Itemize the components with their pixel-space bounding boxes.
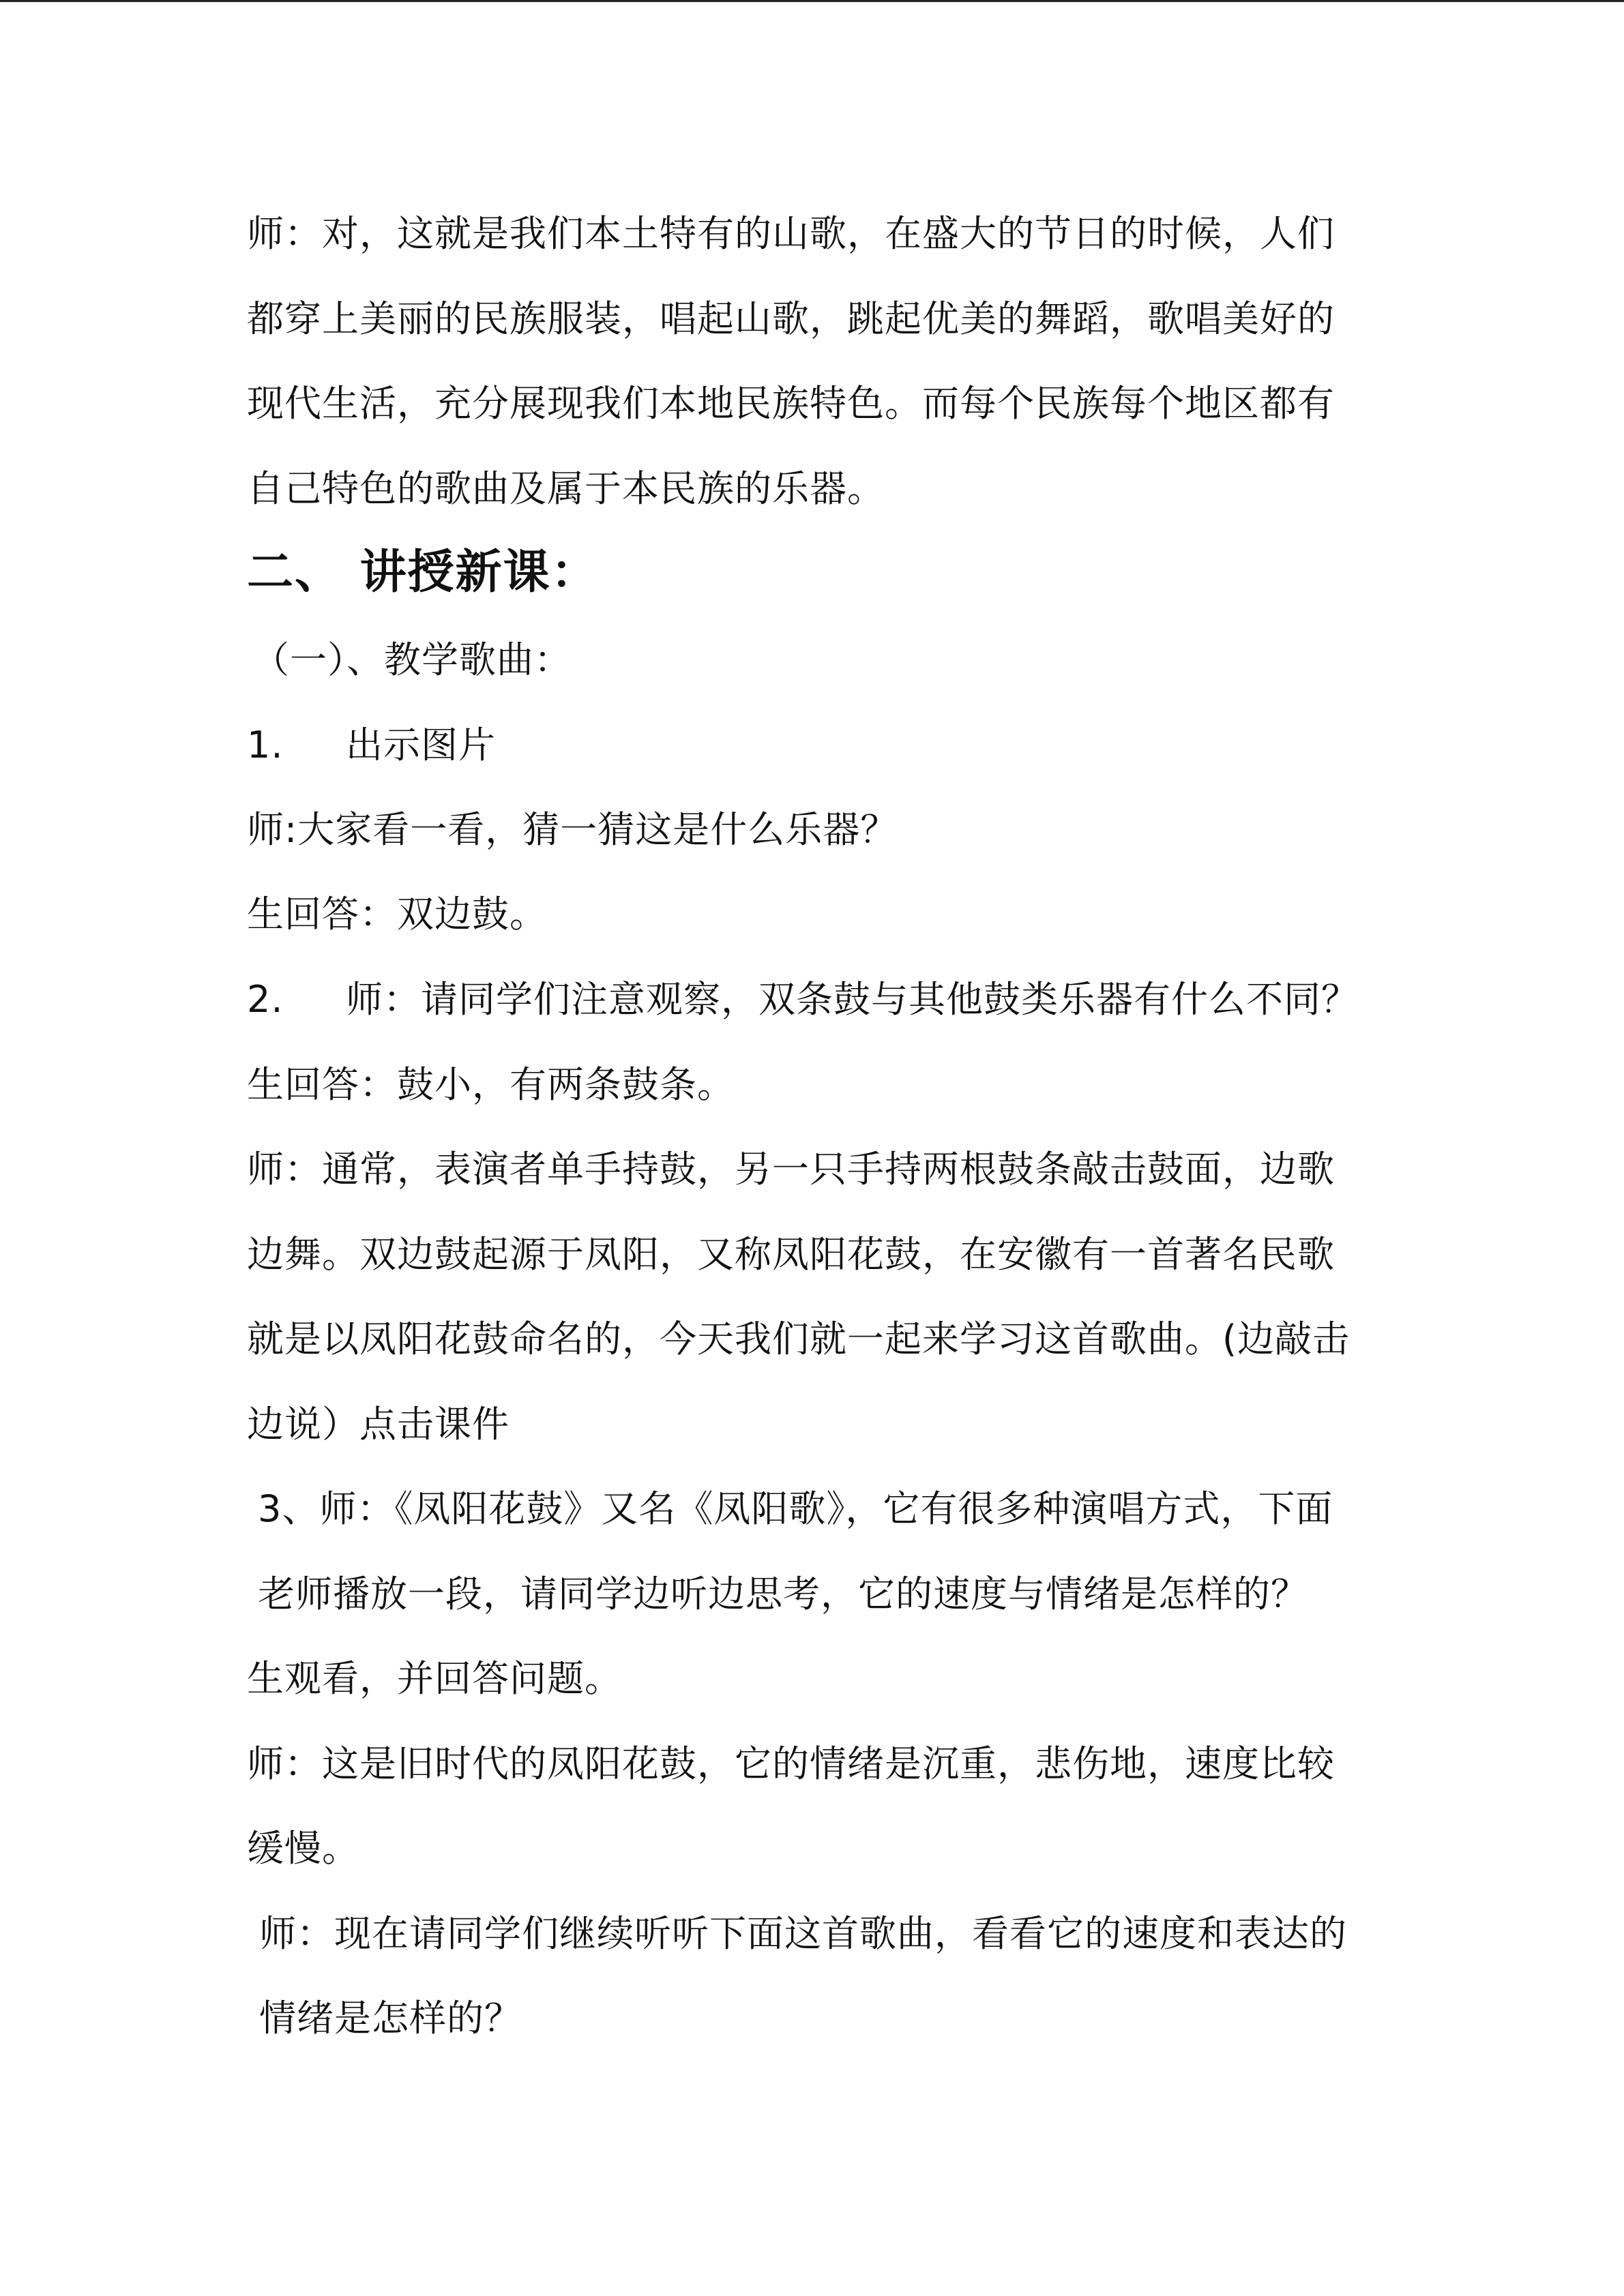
paragraph-1-line-4: 自己特色的歌曲及属于本民族的乐器。 <box>247 467 885 510</box>
list-number: 2. <box>247 978 284 1021</box>
paragraph-2-line-3: 就是以凤阳花鼓命名的，今天我们就一起来学习这首歌曲。(边敲击 <box>247 1317 1350 1360</box>
list-number: 1. <box>247 724 284 766</box>
paragraph-2-line-2: 边舞。双边鼓起源于凤阳，又称凤阳花鼓，在安徽有一首著名民歌 <box>247 1233 1335 1276</box>
paragraph-1-line-2: 都穿上美丽的民族服装，唱起山歌，跳起优美的舞蹈，歌唱美好的 <box>247 297 1335 340</box>
top-border-line <box>0 0 1624 2</box>
list-item-2 <box>247 976 1359 1024</box>
paragraph-4-line-2: 缓慢。 <box>247 1827 359 1870</box>
teacher-question-1: 师:大家看一看，猜一猜这是什么乐器？ <box>247 808 898 851</box>
subsection-heading: （一）、教学歌曲： <box>252 638 572 681</box>
paragraph-2-line-1: 师：通常，表演者单手持鼓，另一只手持两根鼓条敲击鼓面，边歌 <box>247 1148 1335 1191</box>
section-heading: 二、 讲授新课： <box>247 546 599 599</box>
paragraph-3-line-2: 老师播放一段，请同学边听边思考，它的速度与情绪是怎样的？ <box>258 1572 1308 1615</box>
student-answer-2: 生回答：鼓小，有两条鼓条。 <box>247 1063 735 1106</box>
list-text: 师：请同学们注意观察，双条鼓与其他鼓类乐器有什么不同？ <box>346 978 1359 1021</box>
student-answer-3: 生观看，并回答问题。 <box>247 1657 622 1700</box>
list-text: 出示图片 <box>346 724 496 766</box>
list-item-1 <box>247 721 496 769</box>
paragraph-2-line-4: 边说）点击课件 <box>247 1403 510 1446</box>
paragraph-5-line-1: 师：现在请同学们继续听听下面这首歌曲，看看它的速度和表达的 <box>259 1912 1347 1955</box>
paragraph-1-line-3: 现代生活，充分展现我们本地民族特色。而每个民族每个地区都有 <box>247 382 1335 425</box>
paragraph-3-line-1: 3、师：《凤阳花鼓》又名《凤阳歌》，它有很多种演唱方式，下面 <box>258 1487 1333 1530</box>
paragraph-4-line-1: 师：这是旧时代的凤阳花鼓，它的情绪是沉重，悲伤地，速度比较 <box>247 1742 1335 1785</box>
student-answer-1: 生回答：双边鼓。 <box>247 893 547 936</box>
paragraph-1-line-1: 师：对，这就是我们本土特有的山歌，在盛大的节日的时候，人们 <box>247 212 1335 255</box>
paragraph-5-line-2: 情绪是怎样的？ <box>259 1997 522 2040</box>
